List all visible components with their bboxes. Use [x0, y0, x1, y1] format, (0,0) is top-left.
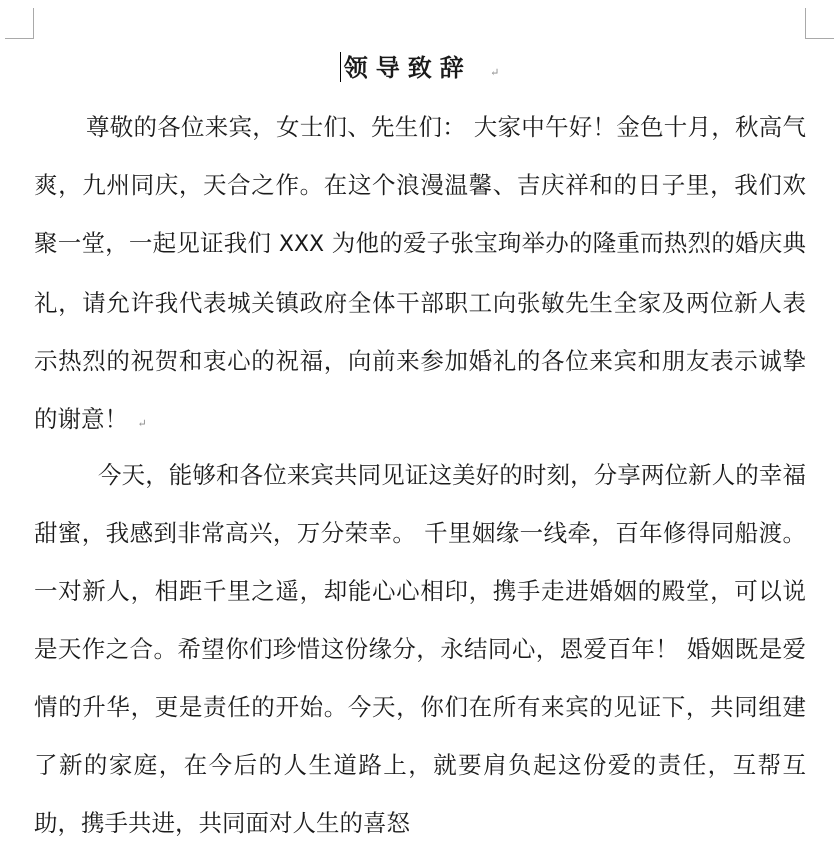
- paragraph-text: 为他的爱子张宝珣举办的隆重而热烈的婚庆典礼，请允许我代表城关镇政府全体干部职工向张敏先生全家及两位新人表示热烈的祝贺和衷心的祝福，向前来参加婚礼的各位来宾和朋友表示诚挚的谢意！: [34, 229, 806, 433]
- text-cursor: [340, 52, 341, 82]
- paragraph-mark-icon: ↵: [137, 417, 147, 430]
- paragraph-blessing[interactable]: [34, 446, 806, 852]
- crop-mark-top-right: [805, 8, 834, 39]
- crop-mark-top-left: [5, 8, 34, 39]
- name-placeholder: XXX: [278, 232, 325, 257]
- title-line[interactable]: [0, 50, 839, 86]
- document-title[interactable]: 领导致辞: [343, 53, 472, 82]
- document-title-wrap[interactable]: [340, 50, 500, 91]
- paragraph-greeting[interactable]: [34, 98, 806, 453]
- paragraph-text: 尊敬的各位来宾，女士们、先生们： 大家中午好！金色十月，秋高气爽，九州同庆，天合之作。在这个浪漫温馨、吉庆祥和的日子里，我们欢聚一堂，一起见证我们: [34, 113, 806, 257]
- paragraph-text: 今天，能够和各位来宾共同见证这美好的时刻，分享两位新人的幸福甜蜜，我感到非常高兴，万分荣幸。 千里姻缘一线牵，百年修得同船渡。一对新人，相距千里之遥，却能心心相印，携手走进婚姻的殿堂，可以说是天作之合。希望你们珍惜这份缘分，永结同心，恩爱百年！ 婚姻既是爱情的升华，更是责任的开始。今天，你们在所有来宾的见证下，共同组建了新的家庭，在今后的人生道路上，就要肩负起这份爱的责任，互帮互助，携手共进，共同面对人生的喜怒: [34, 461, 806, 837]
- paragraph-mark-icon: ↵: [490, 66, 500, 79]
